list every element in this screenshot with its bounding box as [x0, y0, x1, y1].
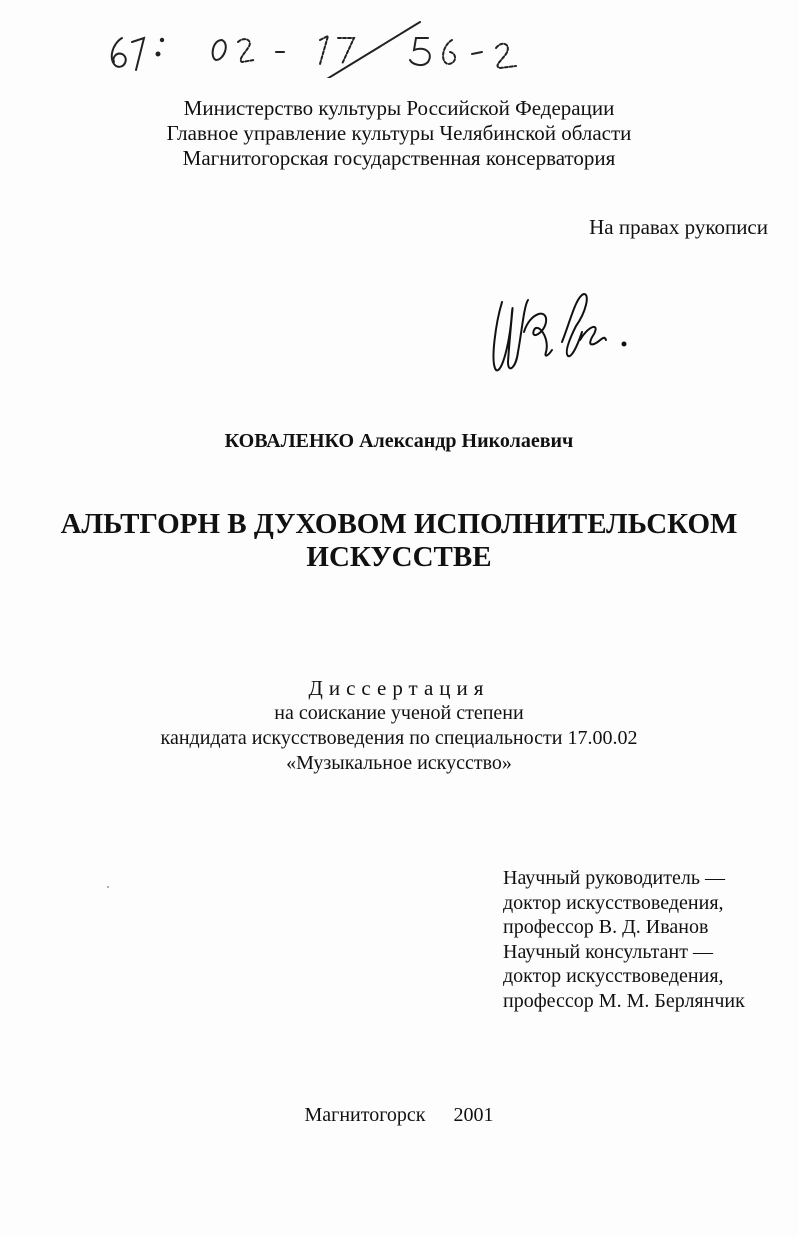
consultant-degree: доктор искусствоведения,	[503, 965, 724, 987]
year: 2001	[453, 1104, 494, 1126]
ministry-header	[0, 96, 798, 171]
header-line-department: Главное управление культуры Челябинской области	[166, 121, 632, 145]
dissertation-info	[0, 676, 798, 776]
city-year	[0, 1104, 798, 1127]
dissertation-title	[0, 508, 798, 574]
dissertation-label: Диссертация	[308, 676, 490, 700]
scan-speck	[107, 886, 109, 888]
rights-note: На правах рукописи	[589, 215, 768, 239]
consultant-name: профессор М. М. Берлянчик	[503, 989, 745, 1012]
degree-line: на соискание ученой степени	[274, 702, 524, 724]
advisor-role: Научный руководитель —	[503, 867, 725, 889]
city: Магнитогорск	[304, 1104, 426, 1126]
specialty-line: кандидата искусствоведения по специальности 17.00.02	[160, 727, 638, 749]
signature-icon	[490, 282, 640, 382]
consultant-role: Научный консультант —	[503, 940, 713, 963]
header-line-conservatory: Магнитогорская государственная консерватория	[182, 146, 616, 170]
title-line-1: АЛЬТГОРН В ДУХОВОМ ИСПОЛНИТЕЛЬСКОМ	[60, 508, 738, 540]
advisor-name: профессор В. Д. Иванов	[503, 916, 709, 938]
handwritten-archive-code	[98, 8, 558, 78]
specialty-name: «Музыкальное искусство»	[286, 752, 512, 774]
handwriting-icon	[98, 8, 558, 78]
author-name: КОВАЛЕНКО Александр Николаевич	[224, 430, 574, 452]
advisors-block	[503, 866, 745, 1013]
title-line-2: ИСКУССТВЕ	[306, 541, 492, 573]
header-line-ministry: Министерство культуры Российской Федерации	[183, 96, 615, 120]
advisor-degree: доктор искусствоведения,	[503, 891, 724, 914]
